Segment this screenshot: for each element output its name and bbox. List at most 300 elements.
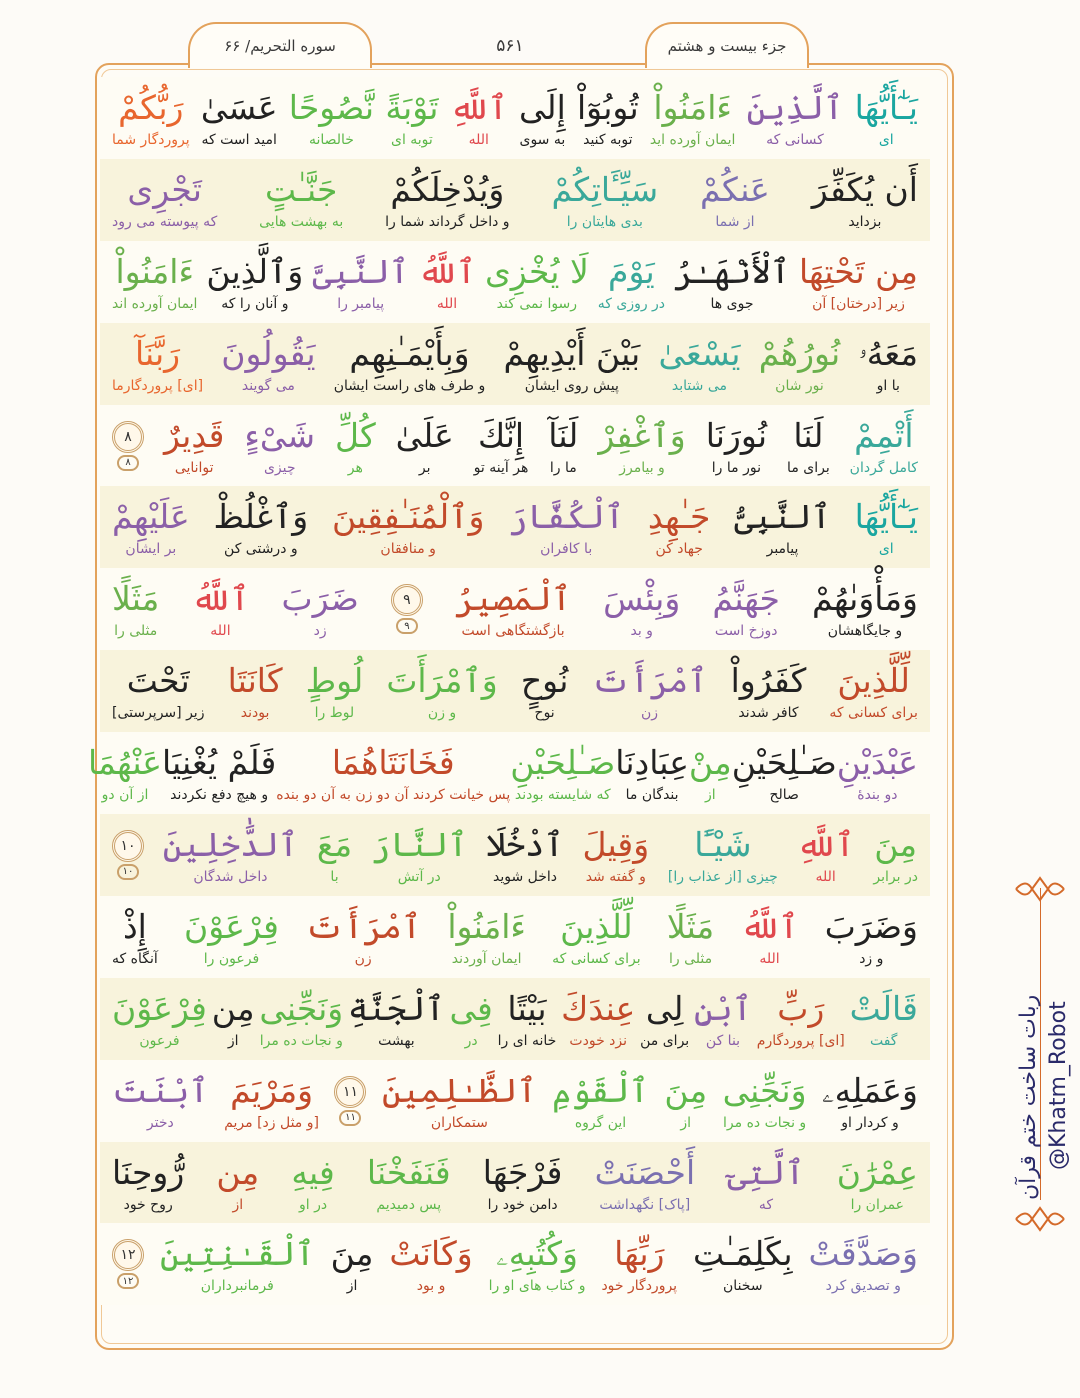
arabic-word: سَيِّـَٔاتِكُمْ (551, 169, 659, 209)
arabic-word: جَهَنَّمُ (712, 579, 780, 619)
arabic-word: عَلَيْهِمْ (112, 497, 190, 537)
persian-translation: با (330, 868, 339, 885)
arabic-word: أَن يُكَفِّرَ (811, 169, 918, 209)
word-pair (858, 323, 918, 405)
verse-line (100, 1060, 930, 1142)
side-title: ربات ساخت ختم قرآن (1016, 994, 1041, 1200)
persian-translation: از (232, 1196, 244, 1213)
word-pair (112, 1142, 184, 1224)
word-pair (706, 405, 767, 487)
verse-line (100, 978, 930, 1060)
persian-translation: و زد (859, 950, 884, 967)
arabic-word: لِّلَّذِينَ (560, 906, 633, 946)
persian-translation: داخل شدگان (193, 868, 268, 885)
word-pair (519, 77, 566, 159)
word-pair (510, 732, 615, 814)
arabic-word: مَعَ (316, 824, 353, 864)
word-pair (648, 486, 711, 568)
word-pair (485, 241, 589, 323)
arabic-word: وَٱغْلُظْ (213, 497, 309, 537)
arabic-word: ضَرَبَ (281, 579, 359, 619)
verse-line (100, 896, 930, 978)
persian-translation: بودند (240, 705, 270, 722)
arabic-word: ٱللَّهِ (449, 87, 508, 127)
word-pair (332, 486, 485, 568)
word-pair (825, 896, 918, 978)
verse-line (100, 568, 930, 650)
persian-translation: فرعون را (203, 950, 260, 967)
word-pair (734, 486, 831, 568)
arabic-word: لِّلَّذِينَ (837, 661, 910, 701)
persian-translation: پیش روی ایشان (524, 377, 619, 394)
persian-translation: پس خیانت کردند آن دو زن به آن دو بنده (276, 787, 511, 804)
word-pair (658, 323, 740, 405)
word-pair (693, 1223, 792, 1305)
word-pair (552, 1060, 649, 1142)
word-pair (455, 568, 571, 650)
word-pair (112, 650, 204, 732)
word-pair (162, 732, 276, 814)
arabic-word: مِن تَحْتِهَا (798, 251, 918, 291)
arabic-word: ٱلْقَـٰنِتِينَ (159, 1234, 315, 1274)
word-pair (289, 77, 374, 159)
word-pair (112, 978, 207, 1060)
persian-translation: جوی ها (710, 295, 754, 312)
persian-translation: که شایسته بودند (514, 787, 611, 804)
ayah-number: ٨ (112, 421, 144, 453)
ayah-number-marker (334, 1060, 366, 1142)
arabic-word: أَحْصَنَتْ (594, 1152, 696, 1192)
word-pair (112, 896, 158, 978)
word-pair (727, 1142, 804, 1224)
word-pair (112, 1060, 209, 1142)
arabic-word: عِندَكَ (561, 988, 636, 1028)
word-pair (213, 486, 308, 568)
word-pair (348, 978, 445, 1060)
arabic-word: وَٱمْرَأَتَ (386, 661, 498, 701)
word-pair (873, 814, 918, 896)
arabic-word: مِن (211, 988, 255, 1028)
arabic-word: فِرْعَوْنَ (183, 906, 279, 946)
arabic-word: رَبِّهَا (614, 1234, 665, 1274)
arabic-word: فِى (449, 988, 493, 1028)
verse-line (100, 1142, 930, 1224)
persian-translation: بر ایشان (125, 541, 177, 558)
arabic-word: عِمْرَٰنَ (836, 1152, 918, 1192)
word-pair (650, 77, 735, 159)
word-pair (164, 405, 225, 487)
word-pair (221, 323, 315, 405)
arabic-word: رَبِّ (777, 988, 825, 1028)
word-pair (837, 732, 918, 814)
juz-label: جزء بیست و هشتم (667, 37, 787, 55)
arabic-word: لُوطٍ (305, 661, 364, 701)
persian-translation: چیزی [از عذاب را] (667, 868, 778, 885)
arabic-word: ٱبْنَتَ (112, 1070, 209, 1110)
persian-translation: بر (418, 459, 431, 476)
word-pair (312, 241, 409, 323)
word-pair (601, 1223, 677, 1305)
arabic-word: مِن (216, 1152, 260, 1192)
persian-translation: دختر (146, 1114, 174, 1131)
persian-translation: چیزی (263, 459, 296, 476)
persian-translation: به بهشت هایی (259, 213, 344, 230)
arabic-word: ٱبْنِ (693, 988, 752, 1028)
persian-translation: ای (878, 541, 894, 558)
word-pair (474, 405, 529, 487)
word-pair (664, 1060, 707, 1142)
persian-translation: الله (815, 868, 836, 885)
persian-translation: و جایگاهشان (827, 623, 903, 640)
word-pair (552, 896, 641, 978)
word-pair (694, 978, 752, 1060)
arabic-word: ٱدْخُلَا (486, 824, 564, 864)
persian-translation: می شتابد (671, 377, 728, 394)
word-pair (521, 650, 569, 732)
word-pair (548, 405, 578, 487)
arabic-word: يَـٰٓأَيُّهَا (854, 87, 918, 127)
arabic-word: بَيْنَ أَيْدِيهِمْ (503, 333, 641, 373)
arabic-word: ٱللَّهُ (740, 906, 799, 946)
word-pair (385, 159, 509, 241)
arabic-word: وَنَجِّنِى (722, 1070, 807, 1110)
arabic-word: وَبِئْسَ (603, 579, 681, 619)
arabic-word: مِنَ (874, 824, 918, 864)
persian-translation: سخنان (723, 1278, 763, 1295)
arabic-word: بَيْتًا (507, 988, 547, 1028)
word-pair (508, 486, 624, 568)
word-pair (812, 159, 918, 241)
persian-translation: دامن خود را (487, 1196, 558, 1213)
arabic-word: ٱللَّهِ (796, 824, 855, 864)
arabic-word: عِبَادِنَا (615, 743, 689, 783)
arabic-word: فَخَانَتَاهُمَا (331, 743, 455, 783)
word-pair (112, 568, 159, 650)
word-pair (259, 978, 343, 1060)
word-pair (212, 978, 255, 1060)
word-pair (486, 814, 563, 896)
word-pair (740, 896, 798, 978)
persian-translation: [و مثل زد] مریم (224, 1114, 319, 1131)
word-pair (797, 814, 855, 896)
persian-translation: از شما (715, 213, 755, 230)
ayah-number: ٩ (391, 584, 423, 616)
word-pair (371, 814, 468, 896)
arabic-word: نُورَنَا (705, 415, 768, 455)
ayah-number-small: ١٢ (117, 1273, 139, 1289)
ayah-number: ١٠ (112, 830, 144, 862)
word-pair (334, 323, 486, 405)
persian-translation: خالصانه (308, 131, 354, 148)
arabic-word: ٱلْقَوْمِ (552, 1070, 649, 1110)
persian-translation: برای من (640, 1032, 690, 1049)
verse-line (100, 241, 930, 323)
arabic-word: شَىْءٍ (244, 415, 316, 455)
arabic-word: وَٱلْمُنَـٰفِقِينَ (331, 497, 485, 537)
persian-translation: الله (210, 623, 231, 640)
word-pair (829, 650, 918, 732)
word-pair (163, 814, 298, 896)
persian-translation: و منافقان (380, 541, 436, 558)
persian-translation: در آتش (397, 868, 441, 885)
word-pair (282, 568, 359, 650)
persian-translation: در روزی که (597, 295, 666, 312)
word-pair (160, 1223, 315, 1305)
persian-translation: رسوا نمی کند (496, 295, 578, 312)
ayah-number-marker (112, 405, 144, 487)
verse-line (100, 486, 930, 568)
arabic-word: ٱلَّتِىٓ (727, 1152, 805, 1192)
juz-label-tab (645, 22, 809, 68)
arabic-word: وَكُتُبِهِۦ (496, 1234, 578, 1274)
word-pair (450, 978, 493, 1060)
word-pair (732, 732, 837, 814)
arabic-word: وَعَمَلِهِۦ (822, 1070, 918, 1110)
persian-translation: پیامبر را (337, 295, 385, 312)
persian-translation: از (704, 787, 716, 804)
persian-translation: زد (313, 623, 327, 640)
persian-translation: که (758, 1196, 773, 1213)
arabic-word: وَقِيلَ (582, 824, 650, 864)
word-pair (674, 241, 790, 323)
word-pair (450, 77, 508, 159)
word-pair (112, 241, 197, 323)
verse-line (100, 323, 930, 405)
arabic-word: ٱمْرَأَتَ (591, 661, 708, 701)
word-pair (757, 978, 845, 1060)
arabic-word: قَدِيرٌ (163, 415, 225, 455)
word-pair (603, 568, 680, 650)
arabic-word: مَعَهُۥ (858, 333, 918, 373)
arabic-word: جَـٰهِدِ (647, 497, 711, 537)
arabic-word: إِذْ (122, 906, 147, 946)
persian-translation: از (346, 1278, 358, 1295)
word-pair (228, 650, 283, 732)
verse-line (100, 650, 930, 732)
persian-translation: آنگاه که (112, 950, 158, 967)
arabic-word: ٱمْرَأَتَ (305, 906, 422, 946)
word-pair (385, 77, 438, 159)
persian-translation: نور ما را (711, 459, 761, 476)
word-pair (112, 159, 217, 241)
word-pair (668, 814, 778, 896)
verse-line (88, 732, 930, 814)
arabic-word: يَـٰٓأَيُّهَا (854, 497, 918, 537)
arabic-word: فَنَفَخْنَا (366, 1152, 451, 1192)
ayah-number-small: ١١ (339, 1110, 361, 1126)
arabic-word: فِرْعَوْنَ (112, 988, 207, 1028)
word-pair (191, 568, 249, 650)
arabic-word: وَٱلَّذِينَ (206, 251, 304, 291)
ayah-number-small: ٨ (117, 455, 139, 471)
persian-translation: بزداید (848, 213, 882, 230)
persian-translation: الله (759, 950, 780, 967)
arabic-word: لِى (645, 988, 684, 1028)
word-pair (386, 650, 497, 732)
arabic-word: لَنَا (793, 415, 824, 455)
arabic-word: لَنَآ (548, 415, 579, 455)
persian-translation: برای کسانی که (829, 705, 918, 722)
persian-translation: در او (299, 1196, 328, 1213)
persian-translation: برای کسانی که (552, 950, 641, 967)
verse-line (100, 1223, 930, 1305)
persian-translation: و آنان را که (221, 295, 289, 312)
verse-line (100, 405, 930, 487)
word-pair (598, 241, 665, 323)
persian-translation: و نجات ده مرا (259, 1032, 343, 1049)
persian-translation: و هیچ دفع نکردند (170, 787, 269, 804)
persian-translation: صالح (769, 787, 799, 804)
persian-translation: این گروه (574, 1114, 627, 1131)
arabic-word: ٱلْمَصِيرُ (455, 579, 572, 619)
arabic-word: ٱلْجَنَّةِ (348, 988, 445, 1028)
arabic-word: وَٱغْفِرْ (598, 415, 686, 455)
persian-translation: [ای] پروردگارم (756, 1032, 845, 1049)
arabic-word: ٱلْأَنْهَـٰرُ (674, 251, 791, 291)
arabic-word: ٱلْكُفَّارَ (508, 497, 625, 537)
arabic-word: كَانَتَا (227, 661, 283, 701)
word-pair (595, 1142, 696, 1224)
word-pair (317, 814, 352, 896)
arabic-word: شَيْـًٔا (694, 824, 752, 864)
arabic-word: وَيُدْخِلَكُمْ (390, 169, 505, 209)
word-pair (305, 896, 421, 978)
persian-translation: بهشت (378, 1032, 415, 1049)
arabic-word: وَنَجِّنِى (259, 988, 344, 1028)
persian-translation: توانایی (174, 459, 214, 476)
persian-translation: در (464, 1032, 478, 1049)
arabic-word: ءَامَنُواْ (653, 87, 732, 127)
arabic-word: فَرْجَهَا (482, 1152, 563, 1192)
arabic-word: ٱلنَّارَ (370, 824, 468, 864)
persian-translation: دوزخ است (714, 623, 778, 640)
arabic-word: تَحْتَ (126, 661, 190, 701)
word-pair (689, 732, 732, 814)
persian-translation: بنا کن (705, 1032, 741, 1049)
arabic-word: أَتْمِمْ (854, 415, 914, 455)
persian-translation: گفت (869, 1032, 898, 1049)
arabic-word: مِنْ (688, 743, 732, 783)
persian-translation: نزد خودت (569, 1032, 628, 1049)
arabic-word: فِيهِ (291, 1152, 335, 1192)
arabic-word: ءَامَنُواْ (447, 906, 526, 946)
word-pair (812, 568, 918, 650)
persian-translation: و کردار او (841, 1114, 899, 1131)
word-pair (184, 896, 279, 978)
persian-translation: پس دمیدیم (376, 1196, 442, 1213)
arabic-word: يَقُولُونَ (221, 333, 316, 373)
word-pair (331, 1223, 374, 1305)
word-pair (396, 405, 454, 487)
side-handle: @Khatm_Robot (1046, 1001, 1071, 1170)
word-pair (640, 978, 689, 1060)
arabic-word: عَلَىٰ (395, 415, 454, 455)
word-pair (799, 241, 918, 323)
persian-translation: و بیامرز (619, 459, 665, 476)
word-pair (88, 732, 162, 814)
persian-translation: دو بندۀ (857, 787, 898, 804)
word-pair (561, 978, 635, 1060)
arabic-word: ٱلنَّبِىُّ (734, 497, 831, 537)
word-pair (712, 568, 780, 650)
arabic-word: وَبِأَيْمَـٰنِهِم (349, 333, 470, 373)
persian-translation: جهاد کن (655, 541, 703, 558)
ayah-number: ١١ (334, 1076, 366, 1108)
persian-translation: با کافران (540, 541, 593, 558)
persian-translation: مثلی را (669, 950, 713, 967)
word-pair (483, 1142, 563, 1224)
arabic-word: رُّوحِنَا (112, 1152, 185, 1192)
word-pair (224, 1060, 319, 1142)
arabic-word: ٱلدَّٰخِلِينَ (162, 824, 299, 864)
persian-translation: در برابر (873, 868, 918, 885)
arabic-word: يَسْعَىٰ (658, 333, 741, 373)
word-pair (855, 486, 918, 568)
persian-translation: پیامبر (766, 541, 799, 558)
persian-translation: ایمان آوردند (451, 950, 522, 967)
arabic-word: رَبُّكُمْ (118, 87, 184, 127)
verse-line (100, 77, 930, 159)
verse-lines (88, 77, 930, 1305)
persian-translation: [پاک] نگهداشت (599, 1196, 691, 1213)
arabic-word: بِكَلِمَـٰتِ (693, 1234, 793, 1274)
persian-translation: داخل شوید (493, 868, 558, 885)
page-number: ۵۶۱ (496, 36, 524, 56)
persian-translation: و کتاب های او را (488, 1278, 586, 1295)
persian-translation: بازگشتگاهی است (461, 623, 565, 640)
arabic-word: يَوْمَ (608, 251, 655, 291)
word-pair (850, 978, 918, 1060)
persian-translation: مثلی را (114, 623, 158, 640)
persian-translation: و زن (427, 705, 457, 722)
word-pair (503, 323, 640, 405)
ayah-number-marker (112, 814, 144, 896)
word-pair (206, 241, 303, 323)
persian-translation: هر (347, 459, 363, 476)
persian-translation: خانه ای را (497, 1032, 557, 1049)
persian-translation: کسانی که (766, 131, 824, 148)
arabic-word: تَوْبَةً (385, 87, 439, 127)
word-pair (216, 1142, 259, 1224)
verse-line (100, 814, 930, 896)
word-pair (723, 1060, 807, 1142)
arabic-word: عَنكُمْ (700, 169, 770, 209)
word-pair (112, 486, 190, 568)
persian-translation: و بود (416, 1278, 446, 1295)
word-pair (551, 159, 658, 241)
persian-translation: ایمان آورده اید (649, 131, 736, 148)
persian-translation: امید است که (201, 131, 277, 148)
arabic-word: ٱلظَّـٰلِمِينَ (381, 1070, 537, 1110)
arabic-word: نَّصُوحًا (288, 87, 375, 127)
word-pair (306, 650, 364, 732)
arabic-word: وَمَرْيَمَ (230, 1070, 314, 1110)
persian-translation: و تصدیق کرد (825, 1278, 901, 1295)
persian-translation: و داخل گرداند شما را (385, 213, 510, 230)
persian-translation: زن (640, 705, 659, 722)
word-pair (809, 1223, 918, 1305)
persian-translation: فرمانبرداران (200, 1278, 274, 1295)
arabic-word: مَثَلًا (112, 579, 160, 619)
surah-label-tab (188, 22, 372, 68)
word-pair (201, 77, 278, 159)
word-pair (591, 650, 707, 732)
persian-translation: زن (354, 950, 372, 967)
persian-translation: لوط را (314, 705, 355, 722)
persian-translation: پروردگار خود (601, 1278, 678, 1295)
persian-translation: هر آینه تو (473, 459, 529, 476)
word-pair (582, 814, 649, 896)
